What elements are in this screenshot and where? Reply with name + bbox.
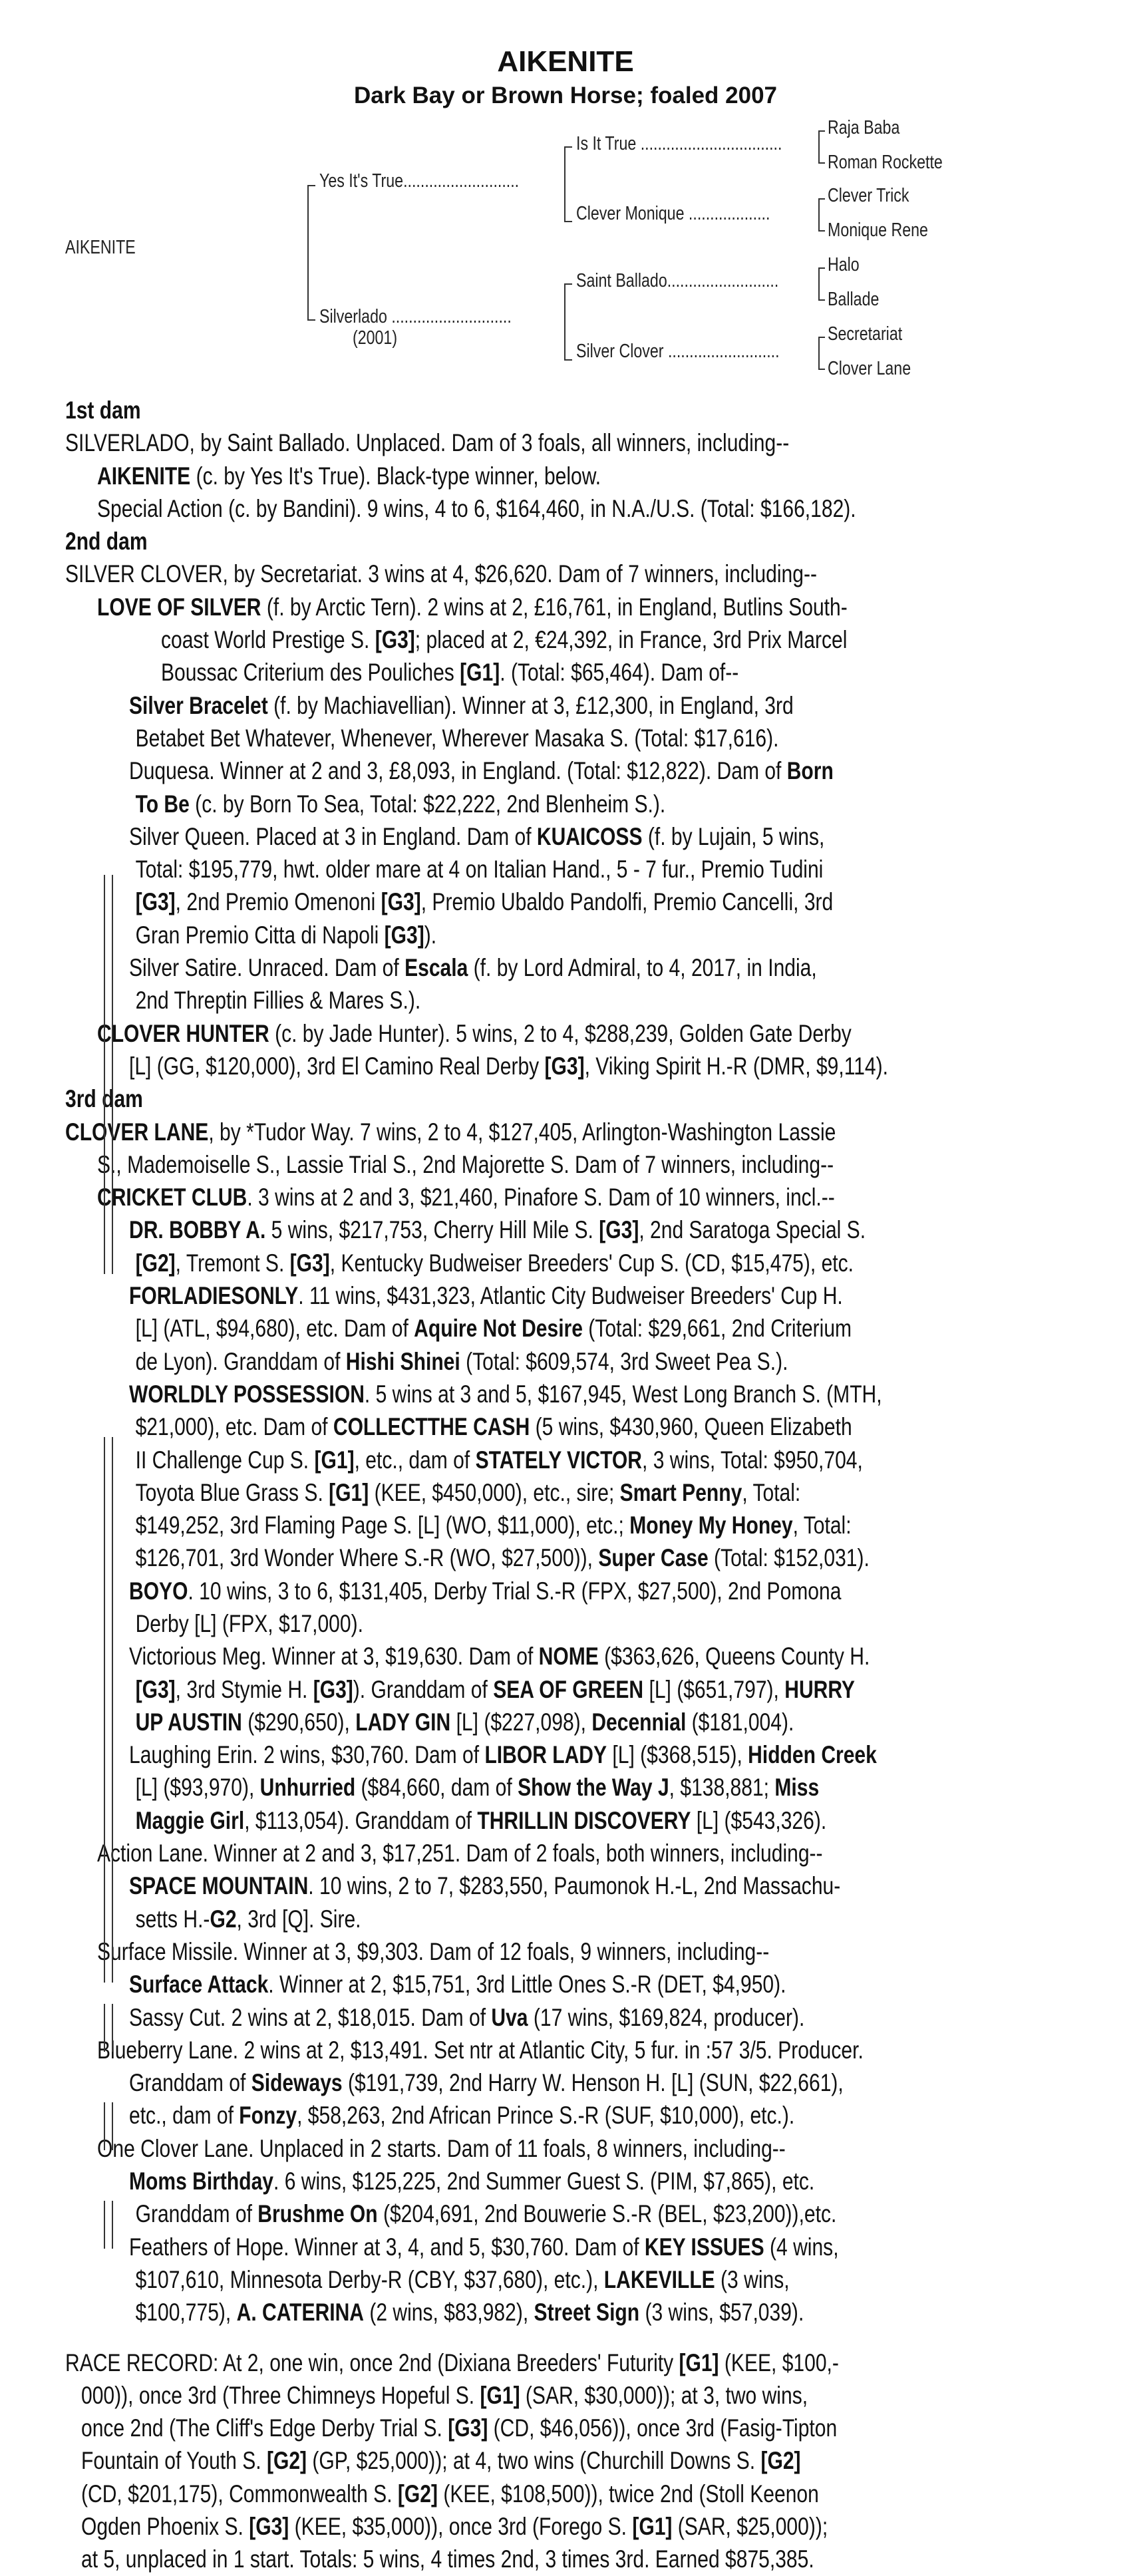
text-line (65, 1903, 886, 1935)
text-run: Laughing Erin. 2 wins, $30,760. Dam of (128, 1741, 485, 1769)
bold-run: SEA OF GREEN (493, 1675, 644, 1703)
indent-rule (104, 2004, 105, 2052)
produce-record (65, 394, 1076, 2576)
text-run: $21,000), etc. Dam of (135, 1413, 333, 1441)
text-line (65, 2543, 886, 2575)
indent-rule (104, 2102, 105, 2150)
text-run: once 2nd (The Cliff's Edge Derby Trial S. (81, 2414, 448, 2442)
text-run: (f. by Lujain, 5 wins, (642, 822, 825, 850)
text-run: (c. by Born To Sea, Total: $22,222, 2nd Blenheim S.). (189, 790, 666, 818)
text-run: etc., dam of (128, 2102, 240, 2130)
bold-run: Show the Way J (518, 1774, 669, 1802)
text-run: Victorious Meg. Winner at 3, $19,630. Dam of (128, 1643, 539, 1671)
text-run: , 2nd Premio Omenoni (175, 888, 381, 916)
bold-run: Brushme On (257, 2200, 378, 2228)
text-run: , Viking Spirit H.-R (DMR, $9,114). (584, 1052, 888, 1080)
text-line (65, 1607, 886, 1640)
text-run: (SAR, $25,000)); (672, 2513, 828, 2540)
text-run: , etc., dam of (354, 1446, 476, 1474)
pedigree-dam-year: (2001) (353, 327, 398, 349)
text-line (65, 1213, 886, 1246)
text-run: . 10 wins, 3 to 6, $131,405, Derby Trial S.-R (FPX, $27,500), 2nd Pomona (188, 1577, 842, 1605)
text-run: One Clover Lane. Unplaced in 2 starts. Dam of 11 foals, 8 winners, including-- (96, 2134, 786, 2162)
text-run: Silver Satire. Unraced. Dam of (128, 954, 405, 982)
text-line (65, 656, 886, 689)
text-run: . 3 wins at 2 and 3, $21,460, Pinafore S. Dam of 10 winners, incl.-- (247, 1184, 835, 1211)
text-run: (GP, $25,000)); at 4, two wins (Churchill Downs S. (307, 2447, 761, 2475)
pedigree-dam: Silverlado ............................ (319, 306, 512, 327)
text-run: ($84,660, dam of (355, 1774, 518, 1802)
text-run: (4 wins, (764, 2233, 839, 2261)
bold-run: Decennial (591, 1708, 687, 1736)
text-line (65, 1837, 886, 1869)
text-run: ($290,650), (242, 1708, 356, 1736)
bold-run: [G3] (544, 1052, 585, 1080)
text-run: . 5 wins at 3 and 5, $167,945, West Long Branch S. (MTH, (364, 1380, 882, 1408)
text-line (65, 2379, 886, 2412)
text-line (65, 1444, 886, 1476)
bold-run: COLLECTTHE CASH (333, 1413, 530, 1441)
text-line (65, 1312, 886, 1345)
text-run: (KEE, $100,- (719, 2348, 839, 2376)
pedigree-bracket (307, 185, 315, 321)
text-line (65, 722, 886, 754)
section-heading (65, 1082, 886, 1115)
text-line (65, 951, 886, 984)
text-line (65, 1673, 886, 1706)
text-line (65, 886, 886, 918)
text-run: (f. by Arctic Tern). 2 wins at 2, £16,761, in England, Butlins South- (261, 593, 848, 621)
pedigree-bracket (564, 283, 572, 361)
text-run: SILVER CLOVER, by Secretariat. 3 wins at 4, $26,620. Dam of 7 winners, including-- (65, 560, 817, 588)
text-run: . 6 wins, $125,225, 2nd Summer Guest S. (PIM, $7,865), etc. (273, 2168, 815, 2195)
text-run: Gran Premio Citta di Napoli (135, 921, 385, 949)
text-run: , $58,263, 2nd African Prince S.-R (SUF, $10,000), etc.). (297, 2102, 795, 2130)
bold-run: 2nd dam (65, 528, 148, 556)
bold-run: THRILLIN DISCOVERY (477, 1806, 691, 1834)
text-run: (c. by Jade Hunter). 5 wins, 2 to 4, $288,239, Golden Gate Derby (269, 1019, 852, 1047)
bold-run: NOME (538, 1643, 599, 1671)
text-run: S., Mademoiselle S., Lassie Trial S., 2nd Majorette S. Dam of 7 winners, including-- (96, 1150, 834, 1178)
bold-run: [G3] (249, 2513, 289, 2540)
text-line (65, 1345, 886, 1378)
text-line (65, 2346, 886, 2379)
text-run: (5 wins, $430,960, Queen Elizabeth (530, 1413, 852, 1441)
bold-run: Hidden Creek (748, 1741, 877, 1769)
bold-run: [G2] (135, 1249, 176, 1277)
indent-rule (112, 2102, 113, 2150)
text-run: . Winner at 2, $15,751, 3rd Little Ones S.-R (DET, $4,950). (268, 1971, 786, 1999)
text-run: Blueberry Lane. 2 wins at 2, $13,491. Set ntr at Atlantic City, 5 fur. in :57 3/5. Producer. (96, 2036, 864, 2064)
text-line (65, 2099, 886, 2132)
text-run: $149,252, 3rd Flaming Page S. [L] (WO, $11,000), etc.; (135, 1512, 630, 1539)
text-run: [L] (GG, $120,000), 3rd El Camino Real Derby (128, 1052, 545, 1080)
text-run: [L] ($651,797), (643, 1675, 785, 1703)
text-run: coast World Prestige S. (160, 626, 375, 654)
text-line (65, 1476, 886, 1509)
text-run: , Total: (742, 1478, 801, 1506)
bold-run: [G3] (135, 888, 176, 916)
text-run: $100,775), (135, 2299, 237, 2327)
text-run: Action Lane. Winner at 2 and 3, $17,251. Dam of 2 foals, both winners, including-- (96, 1840, 823, 1867)
bold-run: WORLDLY POSSESSION (128, 1380, 365, 1408)
pedigree-g3-5: Halo (828, 254, 860, 275)
bold-run: AIKENITE (96, 462, 191, 490)
pedigree-g3-1: Raja Baba (828, 117, 900, 138)
bold-run: [G3] (448, 2414, 488, 2442)
bold-run: CLOVER LANE (65, 1118, 209, 1146)
bold-run: UP AUSTIN (135, 1708, 242, 1736)
bold-run: Sideways (251, 2069, 343, 2097)
bold-run: DR. BOBBY A. (128, 1216, 266, 1244)
text-run: , 3rd [Q]. Sire. (236, 1905, 361, 1933)
text-run: at 5, unplaced in 1 start. Totals: 5 wins, 4 times 2nd, 3 times 3rd. Earned $875,385. (81, 2545, 814, 2573)
text-run: [L] ($543,326). (691, 1806, 827, 1834)
text-line (65, 1378, 886, 1410)
indent-rule (112, 875, 113, 1274)
text-line (65, 1050, 886, 1082)
text-line (65, 1771, 886, 1804)
text-run: (17 wins, $169,824, producer). (528, 2003, 805, 2031)
bold-run: Smart Penny (619, 1478, 742, 1506)
text-run: Boussac Criterium des Pouliches (160, 659, 460, 687)
bold-run: [G2] (760, 2447, 801, 2475)
text-run: (Total: $29,661, 2nd Criterium (582, 1315, 852, 1343)
pedigree-g3-8: Clover Lane (828, 358, 911, 379)
pedigree-sire-dam: Clever Monique ................... (576, 203, 770, 224)
page-title: AIKENITE (497, 45, 634, 78)
text-line (65, 2197, 886, 2230)
bold-run: [G3] (599, 1216, 639, 1244)
bold-run: [G3] (384, 921, 424, 949)
bold-run: 3rd dam (65, 1085, 143, 1113)
text-run: (SAR, $30,000)); at 3, two wins, (520, 2381, 808, 2409)
pedigree-sire-sire: Is It True ................................. (576, 133, 782, 154)
indent-rule (112, 2201, 113, 2249)
text-run: Granddam of (128, 2069, 251, 2097)
text-run: . (Total: $65,464). Dam of-- (500, 659, 739, 687)
text-run: (KEE, $108,500)), twice 2nd (Stoll Keenon (437, 2480, 819, 2507)
text-line (65, 689, 886, 722)
text-run: (CD, $46,056)), once 3rd (Fasig-Tipton (488, 2414, 838, 2442)
bold-run: [G1] (632, 2513, 673, 2540)
bold-run: [G3] (381, 888, 421, 916)
text-run: , 3 wins, Total: $950,704, (642, 1446, 863, 1474)
text-run: (c. by Yes It's True). Black-type winner, below. (190, 462, 601, 490)
bold-run: CRICKET CLUB (96, 1184, 247, 1211)
text-run: ($191,739, 2nd Harry W. Henson H. [L] (SUN, $22,661), (342, 2069, 844, 2097)
pedigree-g3-3: Clever Trick (828, 185, 909, 206)
text-run: , $138,881; (669, 1774, 775, 1802)
text-line (65, 2478, 886, 2510)
text-line (65, 919, 886, 951)
bold-run: LAKEVILLE (603, 2265, 715, 2293)
bold-run: Uva (491, 2003, 528, 2031)
pedigree-bracket (818, 267, 825, 301)
bold-run: Street Sign (534, 2299, 640, 2327)
text-line (65, 2263, 886, 2296)
pedigree-bracket (818, 337, 825, 370)
text-run: ). (424, 921, 437, 949)
bold-run: Super Case (598, 1544, 709, 1572)
text-line (65, 1869, 886, 1902)
text-run: , 3rd Stymie H. (175, 1675, 313, 1703)
text-line (65, 820, 886, 853)
text-run: Ogden Phoenix S. (81, 2513, 249, 2540)
text-line (65, 460, 886, 492)
bold-run: Born (786, 757, 834, 785)
indent-rule (104, 2201, 105, 2249)
text-run: $126,701, 3rd Wonder Where S.-R (WO, $27,500)), (135, 1544, 599, 1572)
text-line (65, 1116, 886, 1148)
text-line (65, 2034, 886, 2066)
text-run: Feathers of Hope. Winner at 3, 4, and 5, $30,760. Dam of (128, 2233, 645, 2261)
text-run: Silver Queen. Placed at 3 in England. Dam of (128, 822, 537, 850)
text-run: , Premio Ubaldo Pandolfi, Premio Cancelli, 3rd (420, 888, 834, 916)
text-line (65, 426, 886, 459)
bold-run: To Be (135, 790, 190, 818)
text-line (65, 2001, 886, 2034)
text-run: , 2nd Saratoga Special S. (639, 1216, 866, 1244)
bold-run: [G3] (289, 1249, 330, 1277)
text-run: ($204,691, 2nd Bouwerie S.-R (BEL, $23,200)),etc. (377, 2200, 837, 2228)
pedigree-sire: Yes It's True........................... (319, 170, 520, 192)
text-run: (CD, $201,175), Commonwealth S. (81, 2480, 398, 2507)
text-run: 5 wins, $217,753, Cherry Hill Mile S. (265, 1216, 599, 1244)
text-line (65, 1738, 886, 1771)
text-run: ). Granddam of (353, 1675, 494, 1703)
text-line (65, 984, 886, 1017)
indent-rule (104, 875, 105, 1274)
section-heading (65, 525, 886, 558)
pedigree-dam-sire: Saint Ballado.......................... (576, 270, 779, 291)
bold-run: LIBOR LADY (484, 1741, 607, 1769)
text-run: Betabet Bet Whatever, Whenever, Wherever Masaka S. (Total: $17,616). (135, 724, 779, 752)
text-line (65, 1575, 886, 1607)
text-line (65, 2165, 886, 2197)
text-run: (3 wins, (715, 2265, 790, 2293)
pedigree-bracket (818, 130, 825, 164)
bold-run: Maggie Girl (135, 1806, 245, 1834)
bold-run: [G2] (397, 2480, 438, 2507)
text-run: (KEE, $450,000), etc., sire; (369, 1478, 620, 1506)
bold-run: [G3] (135, 1675, 176, 1703)
section-heading (65, 394, 886, 426)
bold-run: LADY GIN (355, 1708, 451, 1736)
bold-run: Unhurried (259, 1774, 356, 1802)
bold-run: KEY ISSUES (644, 2233, 764, 2261)
pedigree-g3-6: Ballade (828, 289, 880, 310)
bold-run: Silver Bracelet (128, 691, 268, 719)
text-line (65, 1410, 886, 1443)
text-line (65, 2412, 886, 2444)
indent-rule (104, 1437, 105, 1983)
bold-run: FORLADIESONLY (128, 1282, 299, 1310)
bold-run: LOVE OF SILVER (96, 593, 261, 621)
text-run: , by *Tudor Way. 7 wins, 2 to 4, $127,405, Arlington-Washington Lassie (208, 1118, 836, 1146)
text-line (65, 1181, 886, 1213)
text-line (65, 591, 886, 623)
pedigree-bracket (818, 198, 825, 232)
text-run: . 10 wins, 2 to 7, $283,550, Paumonok H.-L, 2nd Massachu- (308, 1872, 841, 1900)
text-line (65, 1935, 886, 1968)
bold-run: STATELY VICTOR (475, 1446, 643, 1474)
text-run: Fountain of Youth S. (81, 2447, 267, 2475)
pedigree-bracket (564, 146, 572, 222)
text-run: de Lyon). Granddam of (135, 1347, 346, 1375)
text-run: Granddam of (135, 2200, 258, 2228)
bold-run: KUAICOSS (536, 822, 643, 850)
text-run: (2 wins, $83,982), (364, 2299, 534, 2327)
indent-rule (112, 1437, 113, 1983)
text-line (65, 1017, 886, 1050)
text-run: ; placed at 2, €24,392, in France, 3rd Prix Marcel (414, 626, 848, 654)
bold-run: [G2] (266, 2447, 307, 2475)
text-line (65, 853, 886, 886)
text-line (65, 1804, 886, 1837)
text-run: [L] ($227,098), (450, 1708, 592, 1736)
pedigree-g3-4: Monique Rene (828, 220, 928, 241)
text-line (65, 2510, 886, 2543)
text-run: (f. by Lord Admiral, to 4, 2017, in India, (468, 954, 817, 982)
text-run: [L] ($368,515), (607, 1741, 748, 1769)
text-line (65, 2296, 886, 2329)
text-line (65, 2444, 886, 2477)
text-run: ($363,626, Queens County H. (598, 1643, 870, 1671)
pedigree-dam-dam: Silver Clover .......................... (576, 341, 780, 362)
text-run: II Challenge Cup S. (135, 1446, 315, 1474)
bold-run: SPACE MOUNTAIN (128, 1872, 309, 1900)
pedigree-subject: AIKENITE (65, 237, 136, 258)
text-run: SILVERLADO, by Saint Ballado. Unplaced. Dam of 3 foals, all winners, including-- (65, 429, 790, 457)
text-line (65, 1509, 886, 1541)
text-run: Duquesa. Winner at 2 and 3, £8,093, in England. (Total: $12,822). Dam of (128, 757, 787, 785)
text-run: (Total: $609,574, 3rd Sweet Pea S.). (460, 1347, 788, 1375)
text-run: Sassy Cut. 2 wins at 2, $18,015. Dam of (128, 2003, 492, 2031)
text-line (65, 2066, 886, 2099)
text-run: (3 wins, $57,039). (639, 2299, 804, 2327)
text-line (65, 1706, 886, 1738)
text-run: Surface Missile. Winner at 3, $9,303. Dam of 12 foals, 9 winners, including-- (96, 1937, 770, 1965)
text-line (65, 1247, 886, 1279)
bold-run: Fonzy (239, 2102, 297, 2130)
text-run: [L] (ATL, $94,680), etc. Dam of (135, 1315, 414, 1343)
text-run: $107,610, Minnesota Derby-R (CBY, $37,680), etc.), (135, 2265, 604, 2293)
text-run: Derby [L] (FPX, $17,000). (135, 1609, 363, 1637)
bold-run: [G1] (480, 2381, 520, 2409)
text-line (65, 1279, 886, 1312)
text-run: [L] ($93,970), (135, 1774, 260, 1802)
text-line (65, 754, 886, 787)
bold-run: [G1] (679, 2348, 719, 2376)
text-line (65, 1640, 886, 1673)
pedigree-g3-7: Secretariat (828, 323, 903, 345)
bold-run: [G1] (460, 659, 500, 687)
bold-run: Aquire Not Desire (414, 1315, 583, 1343)
text-run: (f. by Machiavellian). Winner at 3, £12,300, in England, 3rd (267, 691, 794, 719)
bold-run: [G1] (314, 1446, 355, 1474)
text-run: (Total: $152,031). (708, 1544, 870, 1572)
indent-rule (112, 2004, 113, 2052)
bold-run: Hishi Shinei (345, 1347, 460, 1375)
text-line (65, 1148, 886, 1181)
text-run: setts H.- (135, 1905, 210, 1933)
text-run: RACE RECORD: At 2, one win, once 2nd (Dixiana Breeders' Futurity (65, 2348, 679, 2376)
text-line (65, 558, 886, 590)
bold-run: HURRY (784, 1675, 855, 1703)
pedigree-g3-2: Roman Rockette (828, 152, 943, 173)
bold-run: Miss (774, 1774, 820, 1802)
text-line (65, 2231, 886, 2263)
text-line (65, 788, 886, 820)
text-run: 000)), once 3rd (Three Chimneys Hopeful S. (81, 2381, 480, 2409)
bold-run: [G3] (375, 626, 415, 654)
bold-run: [G3] (313, 1675, 353, 1703)
bold-run: Moms Birthday (128, 2168, 274, 2195)
text-run: ($181,004). (686, 1708, 794, 1736)
text-run: , Tremont S. (175, 1249, 290, 1277)
text-run: Total: $195,779, hwt. older mare at 4 on Italian Hand., 5 - 7 fur., Premio Tudini (135, 856, 824, 884)
bold-run: A. CATERINA (236, 2299, 365, 2327)
page-subtitle: Dark Bay or Brown Horse; foaled 2007 (353, 82, 778, 108)
text-line (65, 623, 886, 656)
text-run: Special Action (c. by Bandini). 9 wins, 4 to 6, $164,460, in N.A./U.S. (Total: $166,182). (96, 494, 856, 522)
bold-run: Escala (404, 954, 468, 982)
text-run: , Total: (792, 1512, 852, 1539)
text-line (65, 2132, 886, 2165)
text-run: , $113,054). Granddam of (244, 1806, 478, 1834)
bold-run: 1st dam (65, 397, 141, 424)
text-run: Toyota Blue Grass S. (135, 1478, 329, 1506)
bold-run: Surface Attack (128, 1971, 269, 1999)
text-line (65, 1968, 886, 2001)
bold-run: G2 (210, 1905, 237, 1933)
bold-run: BOYO (128, 1577, 188, 1605)
text-run: , Kentucky Budweiser Breeders' Cup S. (CD, $15,475), etc. (329, 1249, 854, 1277)
text-run: 2nd Threptin Fillies & Mares S.). (135, 987, 421, 1015)
section-gap (65, 2329, 1076, 2346)
bold-run: [G1] (329, 1478, 369, 1506)
bold-run: CLOVER HUNTER (96, 1019, 269, 1047)
text-run: . 11 wins, $431,323, Atlantic City Budweiser Breeders' Cup H. (298, 1282, 843, 1310)
text-run: (KEE, $35,000)), once 3rd (Forego S. (289, 2513, 633, 2540)
text-line (65, 1541, 886, 1574)
bold-run: Money My Honey (629, 1512, 793, 1539)
text-line (65, 492, 886, 525)
